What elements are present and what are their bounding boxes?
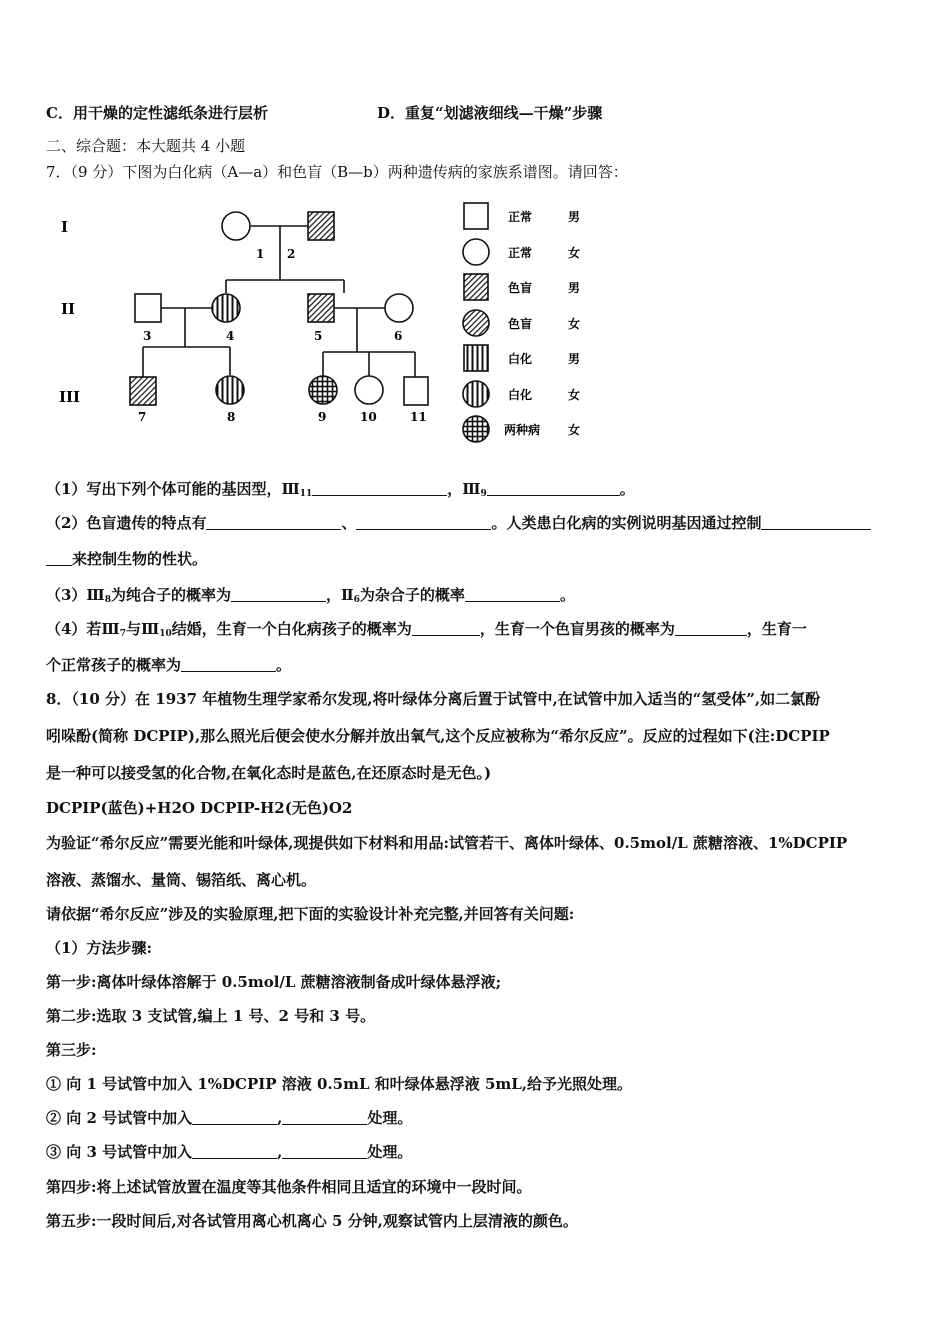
- id-label-4: 4: [226, 329, 235, 343]
- q7-part4-sub7: 7: [119, 629, 126, 639]
- q7-part4-text-c: 结婚，生育一个白化病孩子的概率为: [171, 620, 412, 638]
- q8-tube3-text-a: ③ 向 3 号试管中加入: [46, 1143, 193, 1161]
- id-label-1: 1: [256, 247, 265, 261]
- individual-iii10: [355, 376, 383, 404]
- answer-blank[interactable]: [231, 587, 326, 602]
- q8-intro-2: 吲哚酚(简称 DCPIP),那么照光后便会使水分解并放出氧气,这个反应被称为“希尔反应”。反应的过程如下(注:DCPIP: [46, 727, 830, 745]
- q8-intro-3: 是一种可以接受氢的化合物,在氧化态时是蓝色,在还原态时是无色。): [46, 764, 492, 782]
- q7-part3-text-c: ，Ⅱ: [326, 586, 354, 604]
- q7-part1-text-b: ，Ⅲ: [447, 480, 481, 498]
- q7-part4-text-a: （4）若Ⅲ: [46, 620, 120, 638]
- q7-part2-text-d: 来控制生物的性状。: [72, 550, 208, 568]
- pedigree-chart: [46, 190, 606, 455]
- q8-step4: 第四步:将上述试管放置在温度等其他条件相同且适宜的环境中一段时间。: [46, 1178, 532, 1196]
- individual-iii7: [130, 377, 156, 405]
- question-7-intro: 7．（9 分）下图为白化病（A—a）和色盲（B—b）两种遗传病的家族系谱图。请回答：: [46, 163, 628, 181]
- answer-blank[interactable]: [181, 657, 276, 672]
- gen-label-ii: II: [61, 300, 76, 318]
- q8-reaction: DCPIP(蓝色)+H2O DCPIP-H2(无色)O2: [46, 799, 353, 817]
- q7-part4-sub10: 10: [159, 629, 172, 639]
- id-label-6: 6: [394, 329, 403, 343]
- legend-label-3: 色盲: [508, 281, 533, 295]
- q8-step3: 第三步:: [46, 1041, 97, 1059]
- q7-part4-text-g: 。: [276, 656, 292, 674]
- legend-sex-5: 男: [568, 352, 581, 366]
- q8-instruction: 请依据“希尔反应”涉及的实验原理,把下面的实验设计补充完整,并回答有关问题:: [46, 905, 575, 923]
- q7-part4-text-e: ，生育一: [746, 620, 807, 638]
- q8-step5: 第五步:一段时间后,对各试管用离心机离心 5 分钟,观察试管内上层清液的颜色。: [46, 1212, 578, 1230]
- id-label-2: 2: [287, 247, 296, 261]
- q7-part4: [46, 619, 807, 644]
- q7-part4-cont: [46, 655, 291, 675]
- answer-blank[interactable]: [206, 515, 341, 530]
- legend-colorblind-male-symbol: [464, 274, 488, 300]
- legend-normal-male-symbol: [464, 203, 488, 229]
- q7-part4-text-b: 与Ⅲ: [125, 620, 160, 638]
- legend-albino-female-symbol: [463, 381, 489, 407]
- id-label-5: 5: [314, 329, 323, 343]
- q7-part1-text-c: 。: [619, 480, 635, 498]
- answer-blank[interactable]: [412, 621, 480, 636]
- legend-sex-6: 女: [568, 388, 581, 402]
- q7-part2-text-c: 。人类患白化病的实例说明基因通过控制: [491, 514, 762, 532]
- q7-part1-text-a: （1）写出下列个体可能的基因型，Ⅲ: [46, 480, 300, 498]
- q7-part1-sub11: 11: [299, 489, 313, 499]
- individual-ii6: [385, 294, 413, 322]
- answer-blank[interactable]: [487, 481, 620, 496]
- legend-sex-4: 女: [568, 317, 581, 331]
- answer-blank[interactable]: [192, 1144, 277, 1159]
- q8-step3-tube1: ① 向 1 号试管中加入 1%DCPIP 溶液 0.5mL 和叶绿体悬浮液 5mL,给予光照处理。: [46, 1075, 633, 1093]
- q8-intro-1: 8．（10 分）在 1937 年植物生理学家希尔发现,将叶绿体分离后置于试管中,在试管中加入适当的“氢受体”,如二氯酚: [46, 690, 821, 708]
- answer-blank[interactable]: [282, 1110, 367, 1125]
- legend: [463, 203, 580, 442]
- q7-part2: [46, 513, 871, 533]
- answer-blank[interactable]: [192, 1110, 277, 1125]
- legend-normal-female-symbol: [463, 239, 489, 265]
- id-label-7: 7: [138, 410, 147, 424]
- gen-label-i: I: [61, 218, 69, 236]
- legend-albino-male-symbol: [464, 345, 488, 371]
- individual-i1: [222, 212, 250, 240]
- legend-sex-2: 女: [568, 246, 581, 260]
- legend-label-5: 白化: [508, 352, 533, 366]
- id-label-3: 3: [143, 329, 152, 343]
- q7-part1-sub9: 9: [480, 489, 487, 499]
- legend-label-1: 正常: [508, 210, 533, 224]
- q7-part3-text-a: （3）Ⅲ: [46, 586, 105, 604]
- legend-both-female-symbol: [463, 416, 489, 442]
- q8-method-heading: （1）方法步骤:: [46, 939, 152, 957]
- q8-step3-tube2: [46, 1108, 412, 1128]
- q7-part3-text-d: 为杂合子的概率: [359, 586, 465, 604]
- q7-part1: [46, 479, 635, 504]
- answer-blank[interactable]: [356, 515, 491, 530]
- answer-blank[interactable]: [282, 1144, 367, 1159]
- answer-blank[interactable]: [465, 587, 560, 602]
- q7-part3-sub6: 6: [353, 595, 360, 605]
- q8-step1: 第一步:离体叶绿体溶解于 0.5mol/L 蔗糖溶液制备成叶绿体悬浮液;: [46, 973, 502, 991]
- id-label-10: 10: [360, 410, 377, 424]
- q8-tube2-text-a: ② 向 2 号试管中加入: [46, 1109, 193, 1127]
- individual-i2: [308, 212, 334, 240]
- q8-tube2-text-c: 处理。: [367, 1109, 413, 1127]
- legend-label-7: 两种病: [504, 423, 541, 437]
- option-d: D．重复“划滤液细线—干燥”步骤: [377, 104, 603, 122]
- q7-part4-text-f: 个正常孩子的概率为: [46, 656, 182, 674]
- answer-blank[interactable]: [761, 515, 871, 530]
- q8-tube3-text-c: 处理。: [367, 1143, 413, 1161]
- q7-part3-text-b: 为纯合子的概率为: [110, 586, 231, 604]
- q8-step2: 第二步:选取 3 支试管,编上 1 号、2 号和 3 号。: [46, 1007, 376, 1025]
- section-heading: 二、综合题：本大题共 4 小题: [46, 137, 246, 155]
- legend-sex-3: 男: [568, 281, 581, 295]
- answer-blank[interactable]: [46, 551, 72, 566]
- legend-sex-7: 女: [568, 423, 581, 437]
- individual-iii9: [309, 376, 337, 404]
- q7-part3-text-e: 。: [559, 586, 575, 604]
- q7-part2-text-b: 、: [341, 514, 357, 532]
- legend-label-2: 正常: [508, 246, 533, 260]
- q8-materials-1: 为验证“希尔反应”需要光能和叶绿体,现提供如下材料和用品:试管若干、离体叶绿体、0.5mol/L 蔗糖溶液、1%DCPIP: [46, 834, 848, 852]
- id-label-8: 8: [227, 410, 236, 424]
- individual-ii3: [135, 294, 161, 322]
- legend-colorblind-female-symbol: [463, 310, 489, 336]
- q7-part4-text-d: ，生育一个色盲男孩的概率为: [479, 620, 675, 638]
- q7-part2-text-a: （2）色盲遗传的特点有: [46, 514, 207, 532]
- option-c: C．用干燥的定性滤纸条进行层析: [46, 104, 268, 122]
- q7-part3-sub8: 8: [104, 595, 111, 605]
- answer-blank[interactable]: [675, 621, 747, 636]
- q7-part3: [46, 585, 575, 610]
- legend-label-4: 色盲: [508, 317, 533, 331]
- legend-label-6: 白化: [508, 388, 533, 402]
- answer-blank[interactable]: [312, 481, 447, 496]
- individual-iii11: [404, 377, 428, 405]
- individual-iii8: [216, 376, 244, 404]
- q8-tube3-text-b: ,: [277, 1143, 283, 1161]
- q8-materials-2: 溶液、蒸馏水、量筒、锡箔纸、离心机。: [46, 871, 317, 889]
- q7-part2-cont: [46, 549, 207, 569]
- id-label-9: 9: [318, 410, 327, 424]
- id-label-11: 11: [410, 410, 427, 424]
- gen-label-iii: III: [59, 388, 81, 406]
- legend-sex-1: 男: [568, 210, 581, 224]
- q8-step3-tube3: [46, 1142, 412, 1162]
- individual-ii4: [212, 294, 240, 322]
- q8-tube2-text-b: ,: [277, 1109, 283, 1127]
- individual-ii5: [308, 294, 334, 322]
